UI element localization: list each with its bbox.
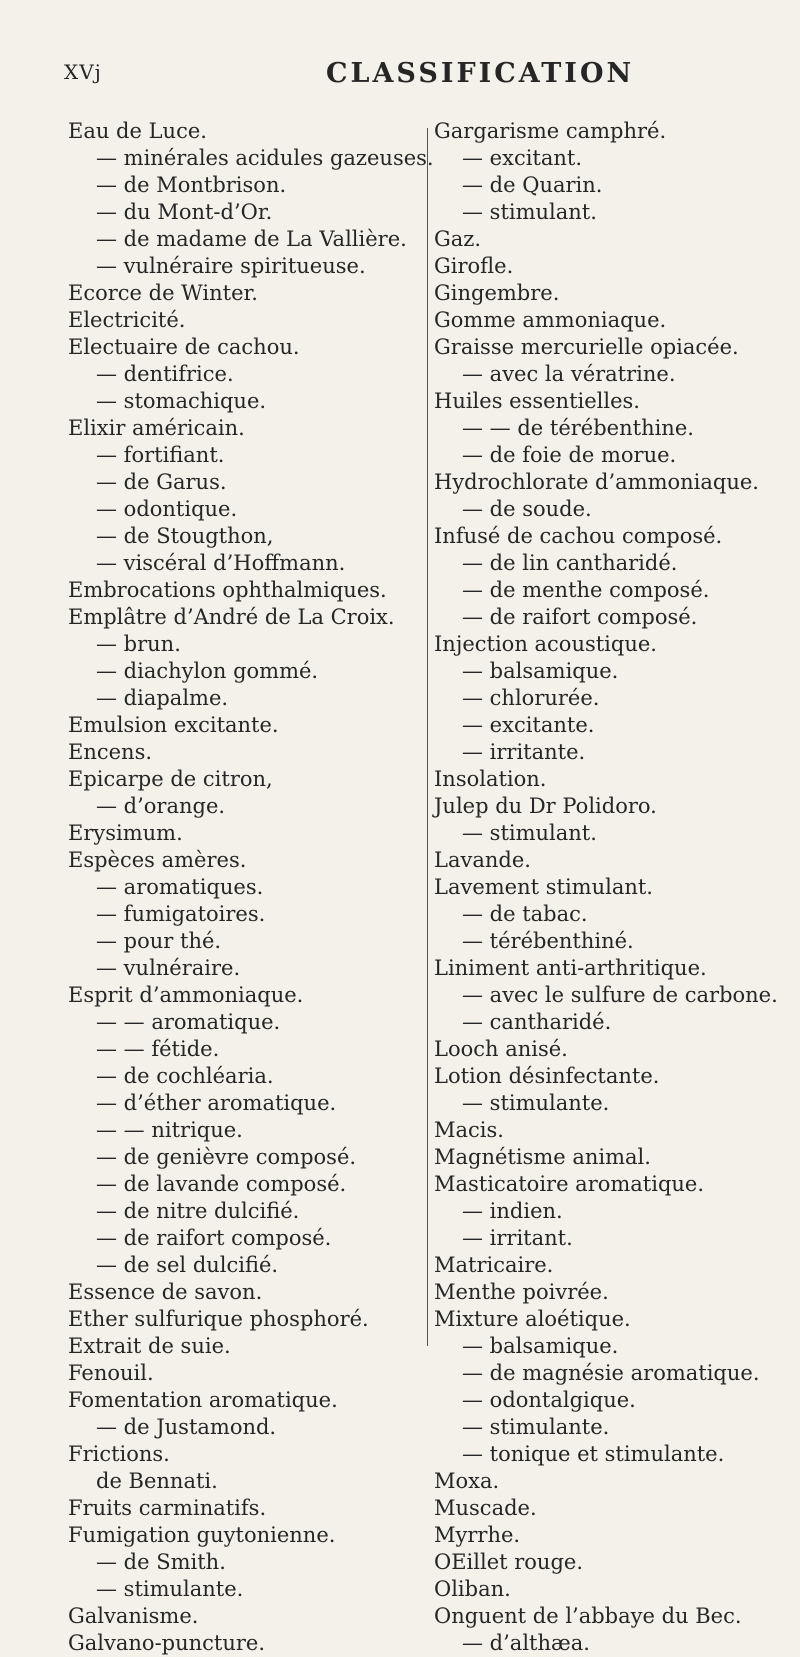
index-entry: Fomentation aromatique. [68,1388,338,1412]
index-subentry: — de genièvre composé. [96,1145,357,1169]
left-column [68,118,434,1657]
index-subentry: — de Garus. [96,470,227,494]
index-subentry: — indien. [462,1199,563,1223]
index-entry: Electricité. [68,308,186,332]
index-entry: Infusé de cachou composé. [434,524,723,548]
index-subentry: de Bennati. [96,1469,218,1493]
index-subentry: — de foie de morue. [462,443,677,467]
index-subentry: — cantharidé. [462,1010,612,1034]
index-entry: Encens. [68,740,153,764]
index-entry: Menthe poivrée. [434,1280,609,1304]
index-subentry: — stomachique. [96,389,267,413]
index-entry: Lavande. [434,848,531,872]
index-subentry: — de raifort composé. [462,605,698,629]
index-entry: Insolation. [434,767,547,791]
right-column [434,118,794,1657]
index-entry: Muscade. [434,1496,537,1520]
index-subentry: — tonique et stimulante. [462,1442,725,1466]
index-subentry: — de Stougthon, [96,524,274,548]
index-subentry: — de raifort composé. [96,1226,332,1250]
index-subentry: — de Smith. [96,1550,226,1574]
index-subentry: — balsamique. [462,1334,619,1358]
index-entry: Lavement stimulant. [434,875,653,899]
index-entry: Girofle. [434,254,514,278]
index-entry: Graisse mercurielle opiacée. [434,335,739,359]
index-subentry: — minérales acidules gazeuses. [96,146,434,170]
index-entry: Fenouil. [68,1361,154,1385]
index-subentry: — stimulant. [462,200,597,224]
index-subentry: — chlorurée. [462,686,600,710]
index-subentry: — viscéral d’Hoffmann. [96,551,346,575]
index-subentry: — diachylon gommé. [96,659,319,683]
index-entry: Emulsion excitante. [68,713,279,737]
index-entry: Magnétisme animal. [434,1145,651,1169]
index-entry: Epicarpe de citron, [68,767,273,791]
index-subentry: — stimulante. [96,1577,244,1601]
index-entry: Embrocations ophthalmiques. [68,578,387,602]
index-entry: Fruits carminatifs. [68,1496,267,1520]
running-title: CLASSIFICATION [326,58,635,89]
index-entry: Galvanisme. [68,1604,199,1628]
index-subentry: — stimulante. [462,1091,610,1115]
index-subentry: — irritant. [462,1226,573,1250]
index-entry: OEillet rouge. [434,1550,583,1574]
index-subentry: — aromatiques. [96,875,264,899]
index-subentry: — vulnéraire. [96,956,241,980]
index-entry: Gargarisme camphré. [434,119,667,143]
index-subentry: — stimulante. [462,1415,610,1439]
index-subentry: — de magnésie aromatique. [462,1361,760,1385]
index-subentry: — avec la vératrine. [462,362,676,386]
index-entry: Gaz. [434,227,482,251]
index-entry: Julep du Dr Polidoro. [434,794,657,818]
index-subentry: — vulnéraire spiritueuse. [96,254,366,278]
index-entry: Elixir américain. [68,416,245,440]
index-entry: Moxa. [434,1469,500,1493]
index-subentry: — d’éther aromatique. [96,1091,337,1115]
index-entry: Erysimum. [68,821,183,845]
index-subentry: — de tabac. [462,902,588,926]
index-subentry: — de madame de La Vallière. [96,227,407,251]
index-subentry: — du Mont-d’Or. [96,200,273,224]
index-entry: Emplâtre d’André de La Croix. [68,605,395,629]
index-subentry: — stimulant. [462,821,597,845]
index-subentry: — — nitrique. [96,1118,243,1142]
index-entry: Masticatoire aromatique. [434,1172,705,1196]
index-entry: Matricaire. [434,1253,554,1277]
index-subentry: — fumigatoires. [96,902,266,926]
index-subentry: — de nitre dulcifié. [96,1199,300,1223]
index-entry: Lotion désinfectante. [434,1064,660,1088]
index-subentry: — de Montbrison. [96,173,287,197]
index-entry: Esprit d’ammoniaque. [68,983,304,1007]
index-entry: Hydrochlorate d’ammoniaque. [434,470,759,494]
index-subentry: — de lin cantharidé. [462,551,678,575]
index-subentry: — térébenthiné. [462,929,634,953]
index-entry: Frictions. [68,1442,170,1466]
index-entry: Liniment anti-arthritique. [434,956,707,980]
index-entry: Extrait de suie. [68,1334,231,1358]
index-entry: Looch anisé. [434,1037,568,1061]
index-entry: Oliban. [434,1577,511,1601]
index-entry: Ether sulfurique phosphoré. [68,1307,369,1331]
index-subentry: — de sel dulcifié. [96,1253,279,1277]
page-number: XVj [64,60,102,84]
column-divider [427,128,428,1346]
index-entry: Essence de savon. [68,1280,263,1304]
index-entry: Electuaire de cachou. [68,335,300,359]
index-entry: Huiles essentielles. [434,389,640,413]
index-subentry: — — de térébenthine. [462,416,694,440]
index-entry: Ecorce de Winter. [68,281,258,305]
index-subentry: — balsamique. [462,659,619,683]
index-entry: Macis. [434,1118,504,1142]
index-subentry: — de cochléaria. [96,1064,274,1088]
index-subentry: — excitante. [462,713,595,737]
index-entry: Espèces amères. [68,848,247,872]
index-subentry: — de soude. [462,497,592,521]
index-subentry: — de Justamond. [96,1415,277,1439]
page-header [0,58,800,98]
index-subentry: — odontique. [96,497,238,521]
index-subentry: — d’althæa. [462,1631,590,1655]
index-subentry: — avec le sulfure de carbone. [462,983,778,1007]
index-entry: Galvano-puncture. [68,1631,266,1655]
index-subentry: — odontalgique. [462,1388,636,1412]
index-subentry: — irritante. [462,740,586,764]
index-entry: Mixture aloétique. [434,1307,631,1331]
index-subentry: — de lavande composé. [96,1172,347,1196]
index-entry: Gomme ammoniaque. [434,308,667,332]
index-subentry: — fortifiant. [96,443,225,467]
index-subentry: — d’orange. [96,794,226,818]
index-subentry: — diapalme. [96,686,229,710]
index-subentry: — de menthe composé. [462,578,710,602]
index-entry: Eau de Luce. [68,119,207,143]
index-subentry: — dentifrice. [96,362,234,386]
index-subentry: — pour thé. [96,929,222,953]
index-subentry: — — fétide. [96,1037,220,1061]
index-subentry: — — aromatique. [96,1010,281,1034]
index-subentry: — de Quarin. [462,173,603,197]
index-entry: Fumigation guytonienne. [68,1523,336,1547]
index-subentry: — excitant. [462,146,583,170]
index-entry: Onguent de l’abbaye du Bec. [434,1604,742,1628]
index-entry: Myrrhe. [434,1523,521,1547]
index-entry: Injection acoustique. [434,632,657,656]
index-subentry: — brun. [96,632,181,656]
index-entry: Gingembre. [434,281,560,305]
